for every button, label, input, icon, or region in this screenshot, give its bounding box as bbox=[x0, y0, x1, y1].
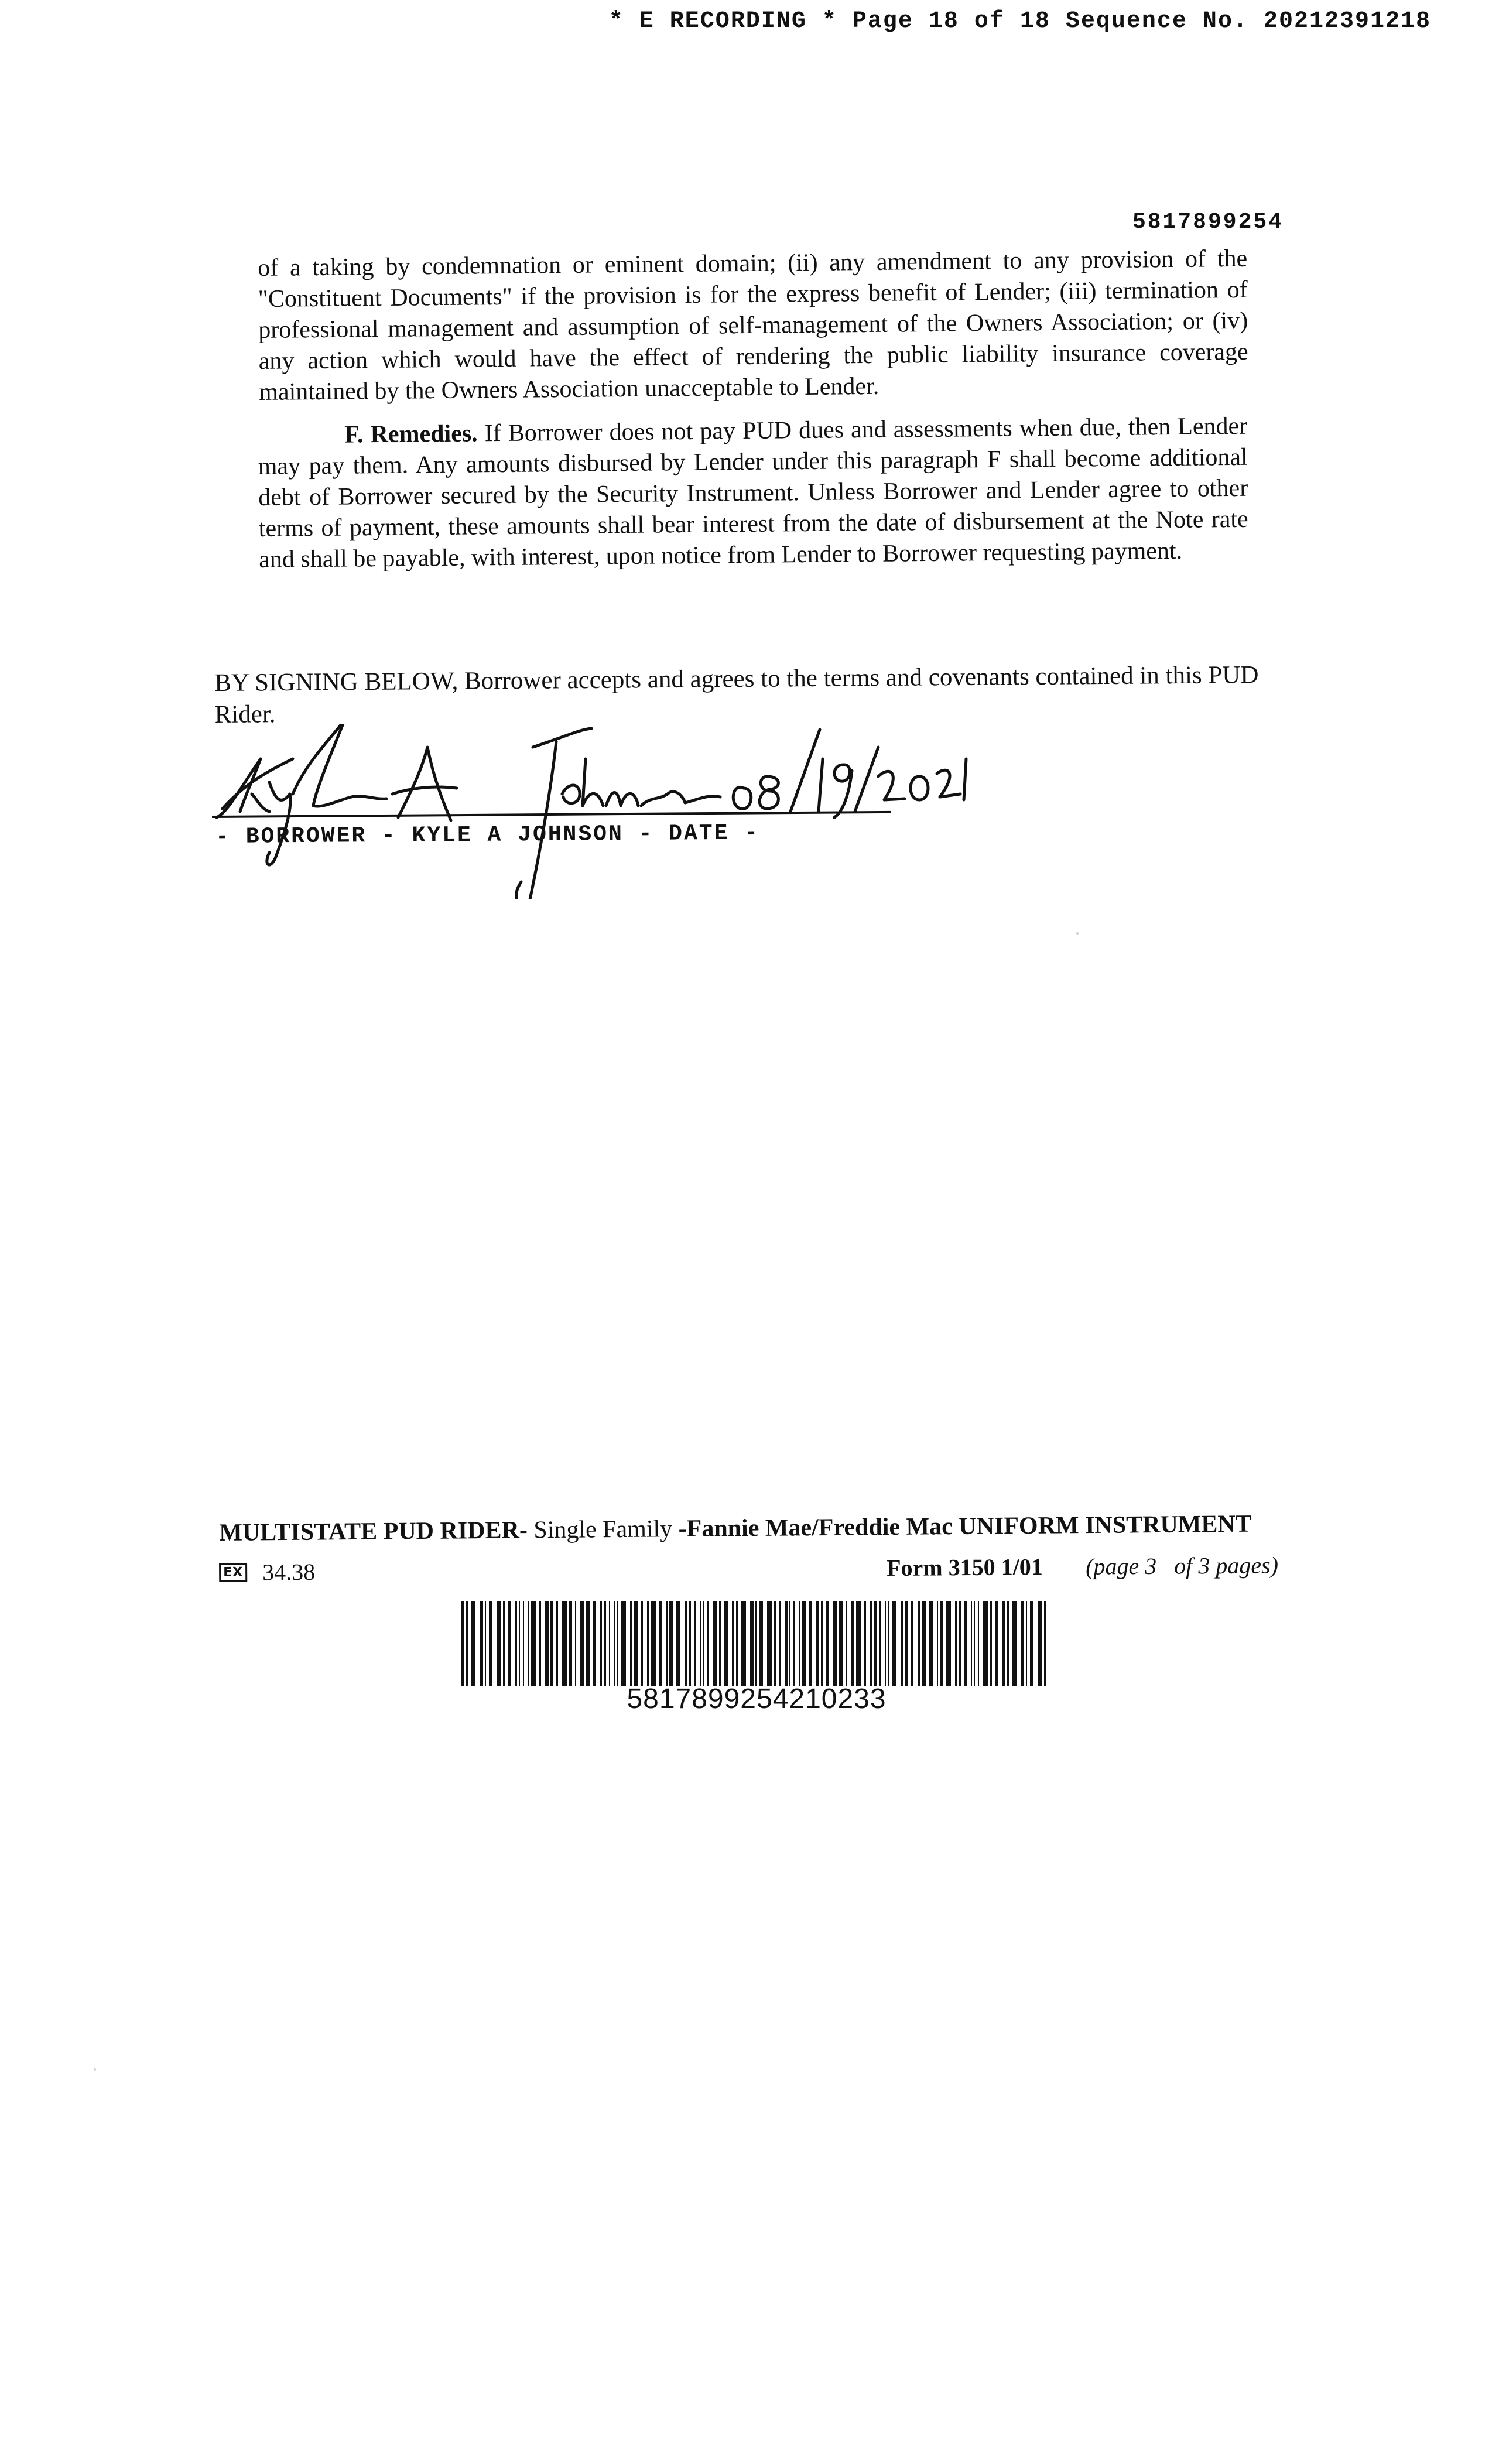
barcode-bar bbox=[519, 1601, 520, 1686]
form-meta bbox=[219, 1551, 1294, 1592]
barcode-bar bbox=[940, 1601, 943, 1686]
barcode-bar bbox=[508, 1601, 511, 1686]
barcode-bar bbox=[556, 1601, 558, 1686]
barcode-bar bbox=[774, 1601, 776, 1686]
barcode-number: 5817899254210233 bbox=[627, 1683, 887, 1714]
barcode-bar bbox=[617, 1601, 618, 1686]
barcode-bar bbox=[779, 1601, 781, 1686]
barcode-bar bbox=[879, 1601, 881, 1686]
barcode-bar bbox=[755, 1601, 757, 1686]
barcode-bar bbox=[562, 1601, 567, 1686]
barcode-bar bbox=[539, 1601, 541, 1686]
barcode-bar bbox=[694, 1601, 696, 1686]
barcode-bar bbox=[983, 1601, 988, 1686]
barcode-bar bbox=[466, 1601, 468, 1686]
barcode-bar bbox=[971, 1601, 972, 1686]
barcode-bar bbox=[978, 1601, 979, 1686]
barcode-bar bbox=[785, 1601, 788, 1686]
barcode-bar bbox=[937, 1601, 938, 1686]
barcode-bar bbox=[703, 1601, 704, 1686]
barcode-bar bbox=[802, 1601, 806, 1686]
barcode-bar bbox=[659, 1601, 662, 1686]
barcode-bar bbox=[689, 1601, 691, 1686]
barcode-bar bbox=[911, 1601, 913, 1686]
barcode-bar bbox=[503, 1601, 505, 1686]
barcode-bar bbox=[461, 1601, 464, 1686]
barcode-bar bbox=[833, 1601, 837, 1686]
barcode-bar bbox=[732, 1601, 734, 1686]
barcode-bar bbox=[600, 1601, 602, 1686]
barcode-bar bbox=[724, 1601, 728, 1686]
barcode-bar bbox=[809, 1601, 812, 1686]
barcode-bar bbox=[870, 1601, 872, 1686]
barcode-bar bbox=[528, 1601, 529, 1686]
barcode-bar bbox=[1007, 1601, 1009, 1686]
barcode-bar bbox=[651, 1601, 656, 1686]
loan-number: 5817899254 bbox=[1132, 210, 1284, 235]
barcode-bar bbox=[885, 1601, 886, 1686]
barcode-bar bbox=[929, 1601, 933, 1686]
barcode-bar bbox=[1044, 1601, 1046, 1686]
barcode-bar bbox=[874, 1601, 877, 1686]
barcode-bar bbox=[736, 1601, 738, 1686]
barcode-bar bbox=[1012, 1601, 1017, 1686]
barcode-bar bbox=[821, 1601, 823, 1686]
barcode-bar bbox=[614, 1601, 615, 1686]
barcode-bar bbox=[545, 1601, 549, 1686]
barcode-bar bbox=[741, 1601, 746, 1686]
recording-header: * E RECORDING * Page 18 of 18 Sequence No. 20212391218 bbox=[608, 8, 1431, 35]
barcode-bar bbox=[846, 1601, 847, 1686]
barcode-bar bbox=[750, 1601, 754, 1686]
barcode-bar bbox=[593, 1601, 596, 1686]
paragraph-remedies bbox=[258, 411, 1248, 576]
page-indicator bbox=[1086, 1551, 1278, 1580]
barcode-bar bbox=[630, 1601, 632, 1686]
remedies-heading: F. Remedies. bbox=[344, 420, 478, 449]
scan-speck bbox=[94, 2068, 96, 2071]
barcode-bar bbox=[719, 1601, 721, 1686]
barcode-bar bbox=[816, 1601, 819, 1686]
barcode-bar bbox=[489, 1601, 492, 1686]
barcode-bar bbox=[946, 1601, 951, 1686]
barcode-bar bbox=[604, 1601, 606, 1686]
barcode-bar bbox=[918, 1601, 920, 1686]
signature-label: - BORROWER - KYLE A JOHNSON - DATE - bbox=[215, 820, 760, 850]
barcode-bar bbox=[955, 1601, 957, 1686]
barcode-bar bbox=[851, 1601, 854, 1686]
barcode-bar bbox=[480, 1601, 483, 1686]
barcode-bar bbox=[713, 1601, 717, 1686]
barcode-bar bbox=[892, 1601, 896, 1686]
barcode-bar bbox=[641, 1601, 643, 1686]
barcode-bar bbox=[1021, 1601, 1024, 1686]
barcode-bar bbox=[888, 1601, 889, 1686]
barcode-bar bbox=[531, 1601, 536, 1686]
barcode-bar bbox=[621, 1601, 626, 1686]
signing-statement: BY SIGNING BELOW, Borrower accepts and agrees to the terms and covenants contained in this PUD Rider. bbox=[214, 661, 1259, 728]
barcode-bar bbox=[964, 1601, 967, 1686]
barcode-bar bbox=[759, 1601, 763, 1686]
barcode-bar bbox=[1026, 1601, 1027, 1686]
barcode-bar bbox=[974, 1601, 975, 1686]
barcode-bar bbox=[634, 1601, 638, 1686]
barcode-bar bbox=[901, 1601, 903, 1686]
barcode-bar bbox=[569, 1601, 572, 1686]
barcode-bar bbox=[515, 1601, 517, 1686]
barcode-bar bbox=[856, 1601, 861, 1686]
barcode-bar bbox=[905, 1601, 908, 1686]
barcode-bar bbox=[1030, 1601, 1033, 1686]
ex-value: 34.38 bbox=[262, 1558, 316, 1586]
barcode-bar bbox=[1002, 1601, 1005, 1686]
form-title-part-3: -Fannie Mae/Freddie Mac UNIFORM INSTRUMENT bbox=[678, 1510, 1252, 1543]
barcode-bar bbox=[789, 1601, 790, 1686]
barcode-bar bbox=[575, 1601, 576, 1686]
barcode-bar bbox=[666, 1601, 668, 1686]
barcode-bar bbox=[1038, 1601, 1042, 1686]
barcode-bar bbox=[647, 1601, 649, 1686]
barcode-bar bbox=[839, 1601, 843, 1686]
barcode-bar bbox=[609, 1601, 610, 1686]
barcode-bar bbox=[676, 1601, 680, 1686]
barcode-bar bbox=[700, 1601, 701, 1686]
form-title-part-2: - Single Family bbox=[519, 1515, 679, 1544]
barcode-bar bbox=[922, 1601, 926, 1686]
form-title bbox=[219, 1509, 1252, 1548]
scan-speck bbox=[1076, 932, 1079, 935]
barcode-bar bbox=[497, 1601, 501, 1686]
barcode-bar bbox=[995, 1601, 998, 1686]
remedies-text: If Borrower does not pay PUD dues and assessments when due, then Lender may pay them. Any amounts disbursed by Lender under this paragraph F shall become additional debt of Borrower secured by the Security Instrument. Unless Borrower and Lender agree to other terms of payment, these amounts shall bear interest from the date of disbursement at the Note rate and shall be payable, with interest, upon notice from Lender to Borrower requesting payment. bbox=[258, 412, 1248, 573]
barcode-bar bbox=[471, 1601, 475, 1686]
ex-badge: EX bbox=[219, 1563, 247, 1582]
barcode-bar bbox=[707, 1601, 709, 1686]
barcode-bar bbox=[669, 1601, 673, 1686]
barcode-bar bbox=[523, 1601, 524, 1686]
barcode-image bbox=[458, 1601, 1055, 1686]
barcode-bar bbox=[685, 1601, 687, 1686]
barcode-bar bbox=[767, 1601, 772, 1686]
barcode-bar bbox=[793, 1601, 795, 1686]
page-current: (page 3 bbox=[1085, 1552, 1157, 1580]
barcode-bar bbox=[864, 1601, 866, 1686]
barcode-bar bbox=[799, 1601, 800, 1686]
page-total: of 3 pages) bbox=[1174, 1552, 1279, 1579]
barcode-bar bbox=[550, 1601, 553, 1686]
barcode-bar bbox=[990, 1601, 992, 1686]
barcode-bar bbox=[586, 1601, 590, 1686]
paragraph-continuation: of a taking by condemnation or eminent domain; (ii) any amendment to any provision of the "Constituent Documents" if the provision is for the express benefit of Lender; (iii) termination of professional management and assumption of self-management of the Owners Association; or (iv) any action which would have the effect of rendering the public liability insurance coverage maintained by the Owners Association unacceptable to Lender. bbox=[258, 245, 1248, 406]
barcode-bar bbox=[959, 1601, 961, 1686]
barcode-bar bbox=[826, 1601, 829, 1686]
form-title-part-1: MULTISTATE PUD RIDER bbox=[219, 1517, 520, 1546]
barcode-bar bbox=[485, 1601, 486, 1686]
barcode-bar bbox=[580, 1601, 584, 1686]
form-number: Form 3150 1/01 bbox=[886, 1553, 1043, 1582]
